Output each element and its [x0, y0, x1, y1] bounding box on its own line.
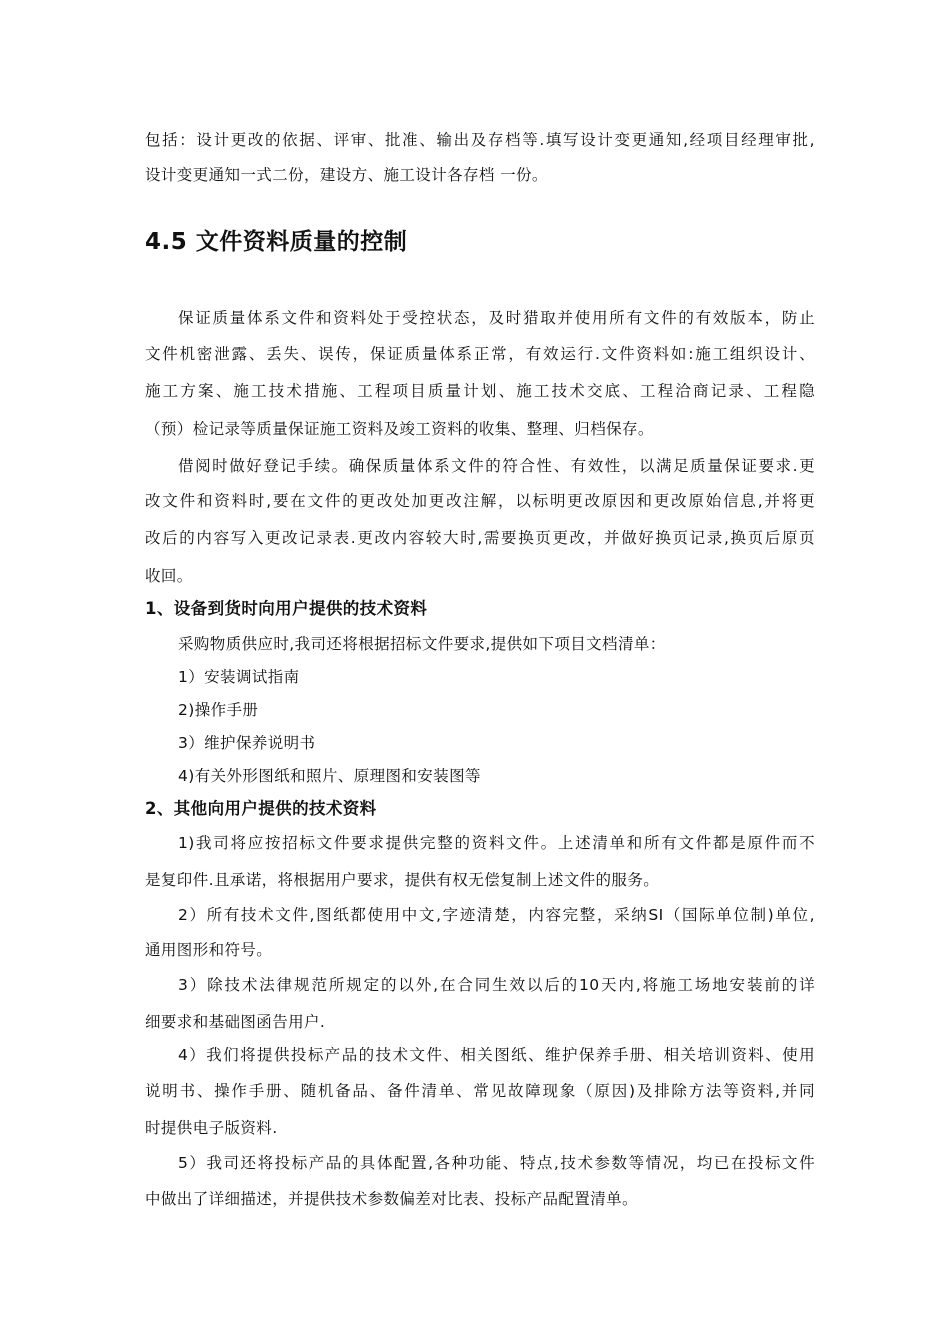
- paragraph-line: 时提供电子版资料.: [145, 1119, 278, 1137]
- paragraph-line: 2）所有技术文件,图纸都使用中文,字迹清楚，内容完整，采纳SI（国际单位制)单位,: [178, 906, 815, 924]
- paragraph-line: 3）除技术法律规范所规定的以外,在合同生效以后的10天内,将施工场地安装前的详: [178, 976, 815, 994]
- paragraph-line: 1)我司将应按招标文件要求提供完整的资料文件。上述清单和所有文件都是原件而不: [178, 834, 815, 852]
- paragraph-line: 改文件和资料时,要在文件的更改处加更改注解，以标明更改原因和更改原始信息,并将更: [145, 492, 815, 510]
- intro-line-2: 设计变更通知一式二份，建设方、施工设计各存档 一份。: [145, 166, 548, 184]
- paragraph-line: 中做出了详细描述，并提供技术参数偏差对比表、投标产品配置清单。: [145, 1190, 638, 1208]
- paragraph-line: 文件机密泄露、丢失、误传，保证质量体系正常，有效运行.文件资料如:施工组织设计、: [145, 345, 815, 363]
- paragraph-line: 施工方案、施工技术措施、工程项目质量计划、施工技术交底、工程洽商记录、工程隐: [145, 382, 815, 400]
- paragraph-line: 是复印件.且承诺，将根据用户要求，提供有权无偿复制上述文件的服务。: [145, 871, 660, 889]
- paragraph-line: 4）我们将提供投标产品的技术文件、相关图纸、维护保养手册、相关培训资料、使用: [178, 1046, 815, 1064]
- section-heading: 4.5 文件资料质量的控制: [145, 229, 408, 255]
- list-item: 3）维护保养说明书: [178, 734, 316, 752]
- intro-line-1: 包括：设计更改的依据、评审、批准、输出及存档等.填写设计变更通知,经项目经理审批,: [145, 131, 815, 149]
- list-item: 1）安装调试指南: [178, 668, 300, 686]
- paragraph-line: 采购物质供应时,我司还将根据招标文件要求,提供如下项目文档清单：: [178, 635, 666, 653]
- list-item: 2)操作手册: [178, 701, 259, 719]
- paragraph-line: （预）检记录等质量保证施工资料及竣工资料的收集、整理、归档保存。: [145, 420, 654, 438]
- paragraph-line: 收回。: [145, 567, 193, 585]
- list-item: 4)有关外形图纸和照片、原理图和安装图等: [178, 767, 481, 785]
- paragraph-line: 改后的内容写入更改记录表.更改内容较大时,需要换页更改，并做好换页记录,换页后原页: [145, 529, 815, 547]
- subsection-heading-2: 2、其他向用户提供的技术资料: [145, 799, 377, 818]
- paragraph-line: 保证质量体系文件和资料处于受控状态，及时猎取并使用所有文件的有效版本，防止: [178, 309, 815, 327]
- paragraph-line: 细要求和基础图函告用户.: [145, 1013, 326, 1031]
- paragraph-line: 借阅时做好登记手续。确保质量体系文件的符合性、有效性，以满足质量保证要求.更: [178, 457, 815, 475]
- subsection-heading-1: 1、设备到货时向用户提供的技术资料: [145, 599, 428, 618]
- paragraph-line: 5）我司还将投标产品的具体配置,各种功能、特点,技术参数等情况，均已在投标文件: [178, 1154, 815, 1172]
- paragraph-line: 说明书、操作手册、随机备品、备件清单、常见故障现象（原因)及排除方法等资料,并同: [145, 1082, 815, 1100]
- paragraph-line: 通用图形和符号。: [145, 941, 273, 959]
